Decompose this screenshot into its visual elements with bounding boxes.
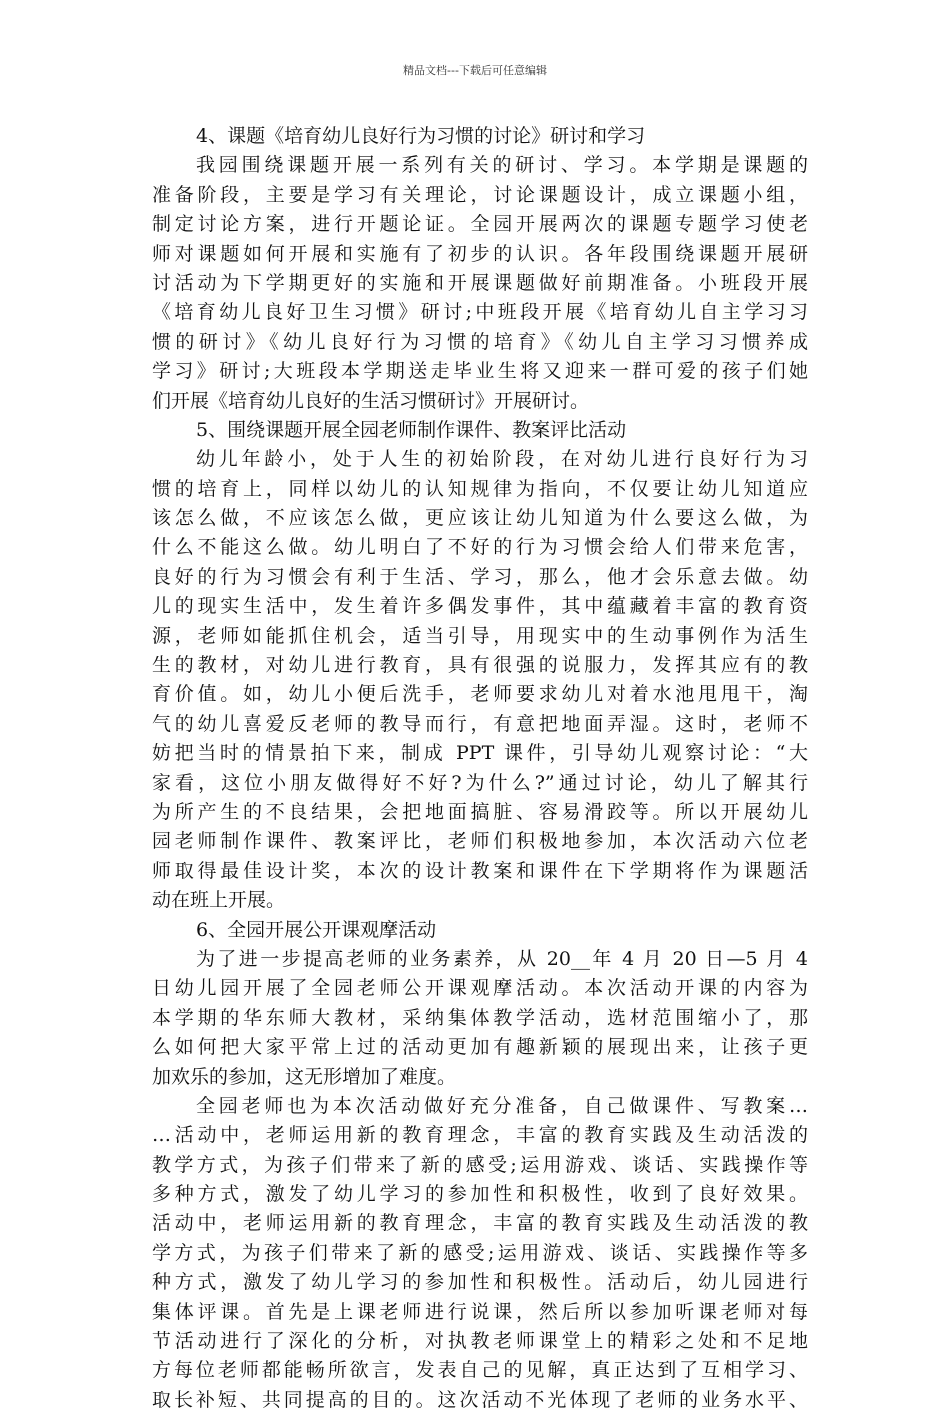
text-line: 动在班上开展。 — [152, 889, 286, 912]
text-line: 园老师制作课件、教案评比，老师们积极地参加，本次活动六位老 — [152, 830, 808, 853]
text-line: 什么不能这么做。幼儿明白了不好的行为习惯会给人们带来危害， — [152, 536, 808, 559]
text-line: 活动中，老师运用新的教育理念，丰富的教育实践及生动活泼的教 — [152, 1212, 808, 1235]
text-line: 4、课题《培育幼儿良好行为习惯的讨论》研讨和学习 — [196, 125, 646, 147]
text-line: 幼儿年龄小，处于人生的初始阶段，在对幼儿进行良好行为习 — [196, 448, 808, 471]
text-line: 全园老师也为本次活动做好充分准备，自己做课件、写教案… — [196, 1094, 808, 1117]
text-line: 6、全园开展公开课观摩活动 — [196, 918, 437, 941]
page-header: 精品文档---下载后可任意编辑 — [403, 64, 547, 77]
text-line: 妨把当时的情景拍下来，制成 PPT 课件，引导幼儿观察讨论：“大 — [152, 742, 808, 765]
text-line: 源，老师如能抓住机会，适当引导，用现实中的生动事例作为活生 — [152, 624, 808, 647]
text-line: 讨活动为下学期更好的实施和开展课题做好前期准备。小班段开展 — [152, 271, 808, 294]
text-line: 方每位老师都能畅所欲言，发表自己的见解，真正达到了互相学习、 — [152, 1359, 808, 1382]
text-line: 育价值。如，幼儿小便后洗手，老师要求幼儿对着水池甩甩干，淘 — [152, 683, 808, 706]
text-line: 学习》研讨;大班段本学期送走毕业生将又迎来一群可爱的孩子们她 — [152, 360, 808, 383]
document-body — [152, 122, 808, 1415]
text-line: 为了进一步提高老师的业务素养，从 20__年 4 月 20 日—5 月 4 — [196, 947, 808, 970]
text-line: 日幼儿园开展了全园老师公开课观摩活动。本次活动开课的内容为 — [152, 977, 808, 1000]
text-line: 5、围绕课题开展全园老师制作课件、教案评比活动 — [196, 418, 627, 441]
text-line: 惯的培育上，同样以幼儿的认知规律为指向，不仅要让幼儿知道应 — [152, 477, 808, 500]
text-line: 集体评课。首先是上课老师进行说课，然后所以参加听课老师对每 — [152, 1300, 808, 1323]
text-line: 生的教材，对幼儿进行教育，具有很强的说服力，发挥其应有的教 — [152, 654, 808, 677]
text-line: 家看，这位小朋友做得好不好?为什么?”通过讨论，幼儿了解其行 — [152, 771, 808, 794]
text-line: 种方式，激发了幼儿学习的参加性和积极性。活动后，幼儿园进行 — [152, 1271, 808, 1294]
text-line: 我园围绕课题开展一系列有关的研讨、学习。本学期是课题的 — [196, 154, 808, 177]
text-line: 加欢乐的参加，这无形增加了难度。 — [152, 1065, 457, 1088]
text-line: 教学方式，为孩子们带来了新的感受;运用游戏、谈话、实践操作等 — [152, 1153, 808, 1176]
text-line: 学方式，为孩子们带来了新的感受;运用游戏、谈话、实践操作等多 — [152, 1241, 808, 1264]
text-line: 准备阶段，主要是学习有关理论，讨论课题设计，成立课题小组， — [152, 183, 808, 206]
text-line: 为所产生的不良结果，会把地面搞脏、容易滑跤等。所以开展幼儿 — [152, 800, 808, 823]
text-line: 多种方式，激发了幼儿学习的参加性和积极性，收到了良好效果。 — [152, 1183, 808, 1206]
text-line: …活动中，老师运用新的教育理念，丰富的教育实践及生动活泼的 — [152, 1124, 808, 1147]
text-line: 师取得最佳设计奖，本次的设计教案和课件在下学期将作为课题活 — [152, 859, 808, 882]
text-line: 取长补短、共同提高的目的。这次活动不光体现了老师的业务水平、 — [152, 1388, 808, 1411]
text-line: 儿的现实生活中，发生着许多偶发事件，其中蕴藏着丰富的教育资 — [152, 595, 808, 618]
text-line: 气的幼儿喜爱反老师的教导而行，有意把地面弄湿。这时，老师不 — [152, 712, 808, 735]
text-line: 良好的行为习惯会有利于生活、学习，那么，他才会乐意去做。幼 — [152, 565, 808, 588]
text-line: 本学期的华东师大教材，采纳集体教学活动，选材范围缩小了，那 — [152, 1006, 808, 1029]
text-line: 惯的研讨》《幼儿良好行为习惯的培育》《幼儿自主学习习惯养成 — [152, 330, 808, 353]
text-line: 师对课题如何开展和实施有了初步的认识。各年段围绕课题开展研 — [152, 242, 808, 265]
text-line: 《培育幼儿良好卫生习惯》研讨;中班段开展《培育幼儿自主学习习 — [152, 301, 808, 324]
text-line: 们开展《培育幼儿良好的生活习惯研讨》开展研讨。 — [152, 389, 590, 412]
text-line: 制定讨论方案，进行开题论证。全园开展两次的课题专题学习使老 — [152, 213, 808, 236]
text-line: 么如何把大家平常上过的活动更加有趣新颖的展现出来，让孩子更 — [152, 1036, 808, 1059]
text-line: 该怎么做，不应该怎么做，更应该让幼儿知道为什么要这么做，为 — [152, 507, 808, 530]
text-line: 节活动进行了深化的分析，对执教老师课堂上的精彩之处和不足地 — [152, 1330, 808, 1353]
